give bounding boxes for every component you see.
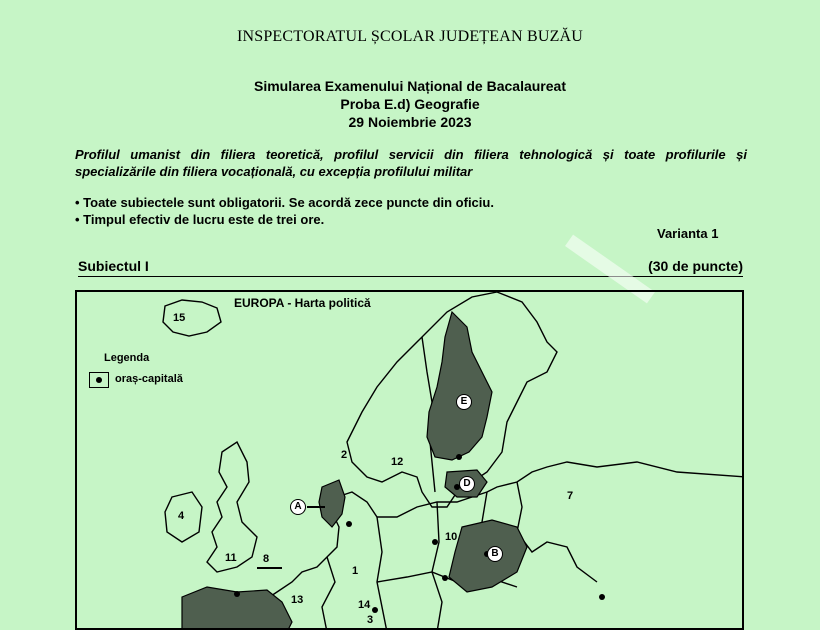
capital-dot: [234, 591, 240, 597]
capital-dot: [346, 521, 352, 527]
capital-dot: [456, 454, 462, 460]
map-number: 11: [225, 552, 237, 564]
profile-statement: [75, 146, 747, 180]
map-number: 14: [358, 599, 371, 611]
instructions: [75, 194, 494, 228]
map-number: 2: [341, 449, 348, 461]
interior-border: [377, 517, 387, 630]
map-number: 15: [173, 312, 186, 324]
country-a-denmark: [319, 480, 345, 527]
map-number: 10: [445, 531, 458, 543]
capital-dot: [432, 539, 438, 545]
exam-title: Simularea Examenului Național de Bacalaureat: [253, 78, 566, 94]
capital-symbol-icon: [96, 377, 102, 383]
map-drawing: [77, 292, 744, 630]
inspectorat-header: INSPECTORATUL ȘCOLAR JUDEȚEAN BUZĂU: [236, 28, 584, 45]
map-number: 13: [291, 594, 304, 606]
legend-symbol: [89, 372, 109, 388]
capital-dot: [442, 575, 448, 581]
capital-dot: [599, 594, 605, 600]
europe-political-map: [75, 290, 744, 630]
map-number: 8: [263, 553, 270, 565]
profile-line-1: Profilul umanist din filiera teoretică, profilul servicii din filiera tehnologică și toate profilurile și: [75, 147, 747, 162]
iceland-outline: [163, 300, 221, 336]
subject-points: (30 de puncte): [648, 258, 743, 274]
exam-subject: Proba E.d) Geografie: [340, 96, 480, 112]
variant-label: Varianta 1: [657, 226, 719, 241]
map-number: 3: [367, 614, 374, 626]
exam-date: 29 Noiembrie 2023: [348, 114, 472, 130]
interior-border: [517, 482, 597, 582]
subject-label: Subiectul I: [78, 258, 149, 274]
country-label-e: E: [456, 394, 472, 410]
map-number: 1: [352, 565, 359, 577]
country-label-a: A: [290, 499, 306, 515]
instruction-item: • Timpul efectiv de lucru este de trei ore.: [75, 212, 325, 227]
map-number: 7: [567, 490, 574, 502]
country-label-d: D: [459, 476, 475, 492]
country-e-finland: [427, 312, 492, 460]
interior-border: [432, 502, 442, 630]
instruction-item: • Toate subiectele sunt obligatorii. Se acordă zece puncte din oficiu.: [75, 195, 494, 210]
map-number: 12: [391, 456, 404, 468]
subject-heading: [78, 258, 743, 277]
profile-line-2: specializările din filiera vocațională, cu excepția profilului militar: [75, 164, 473, 179]
capital-dot: [372, 607, 378, 613]
country-label-b: B: [487, 546, 503, 562]
legend-title: Legenda: [104, 352, 150, 364]
map-number: 4: [178, 510, 185, 522]
interior-border: [322, 557, 335, 630]
map-title: EUROPA - Harta politică: [234, 296, 371, 310]
legend-label: oraș-capitală: [115, 373, 183, 385]
